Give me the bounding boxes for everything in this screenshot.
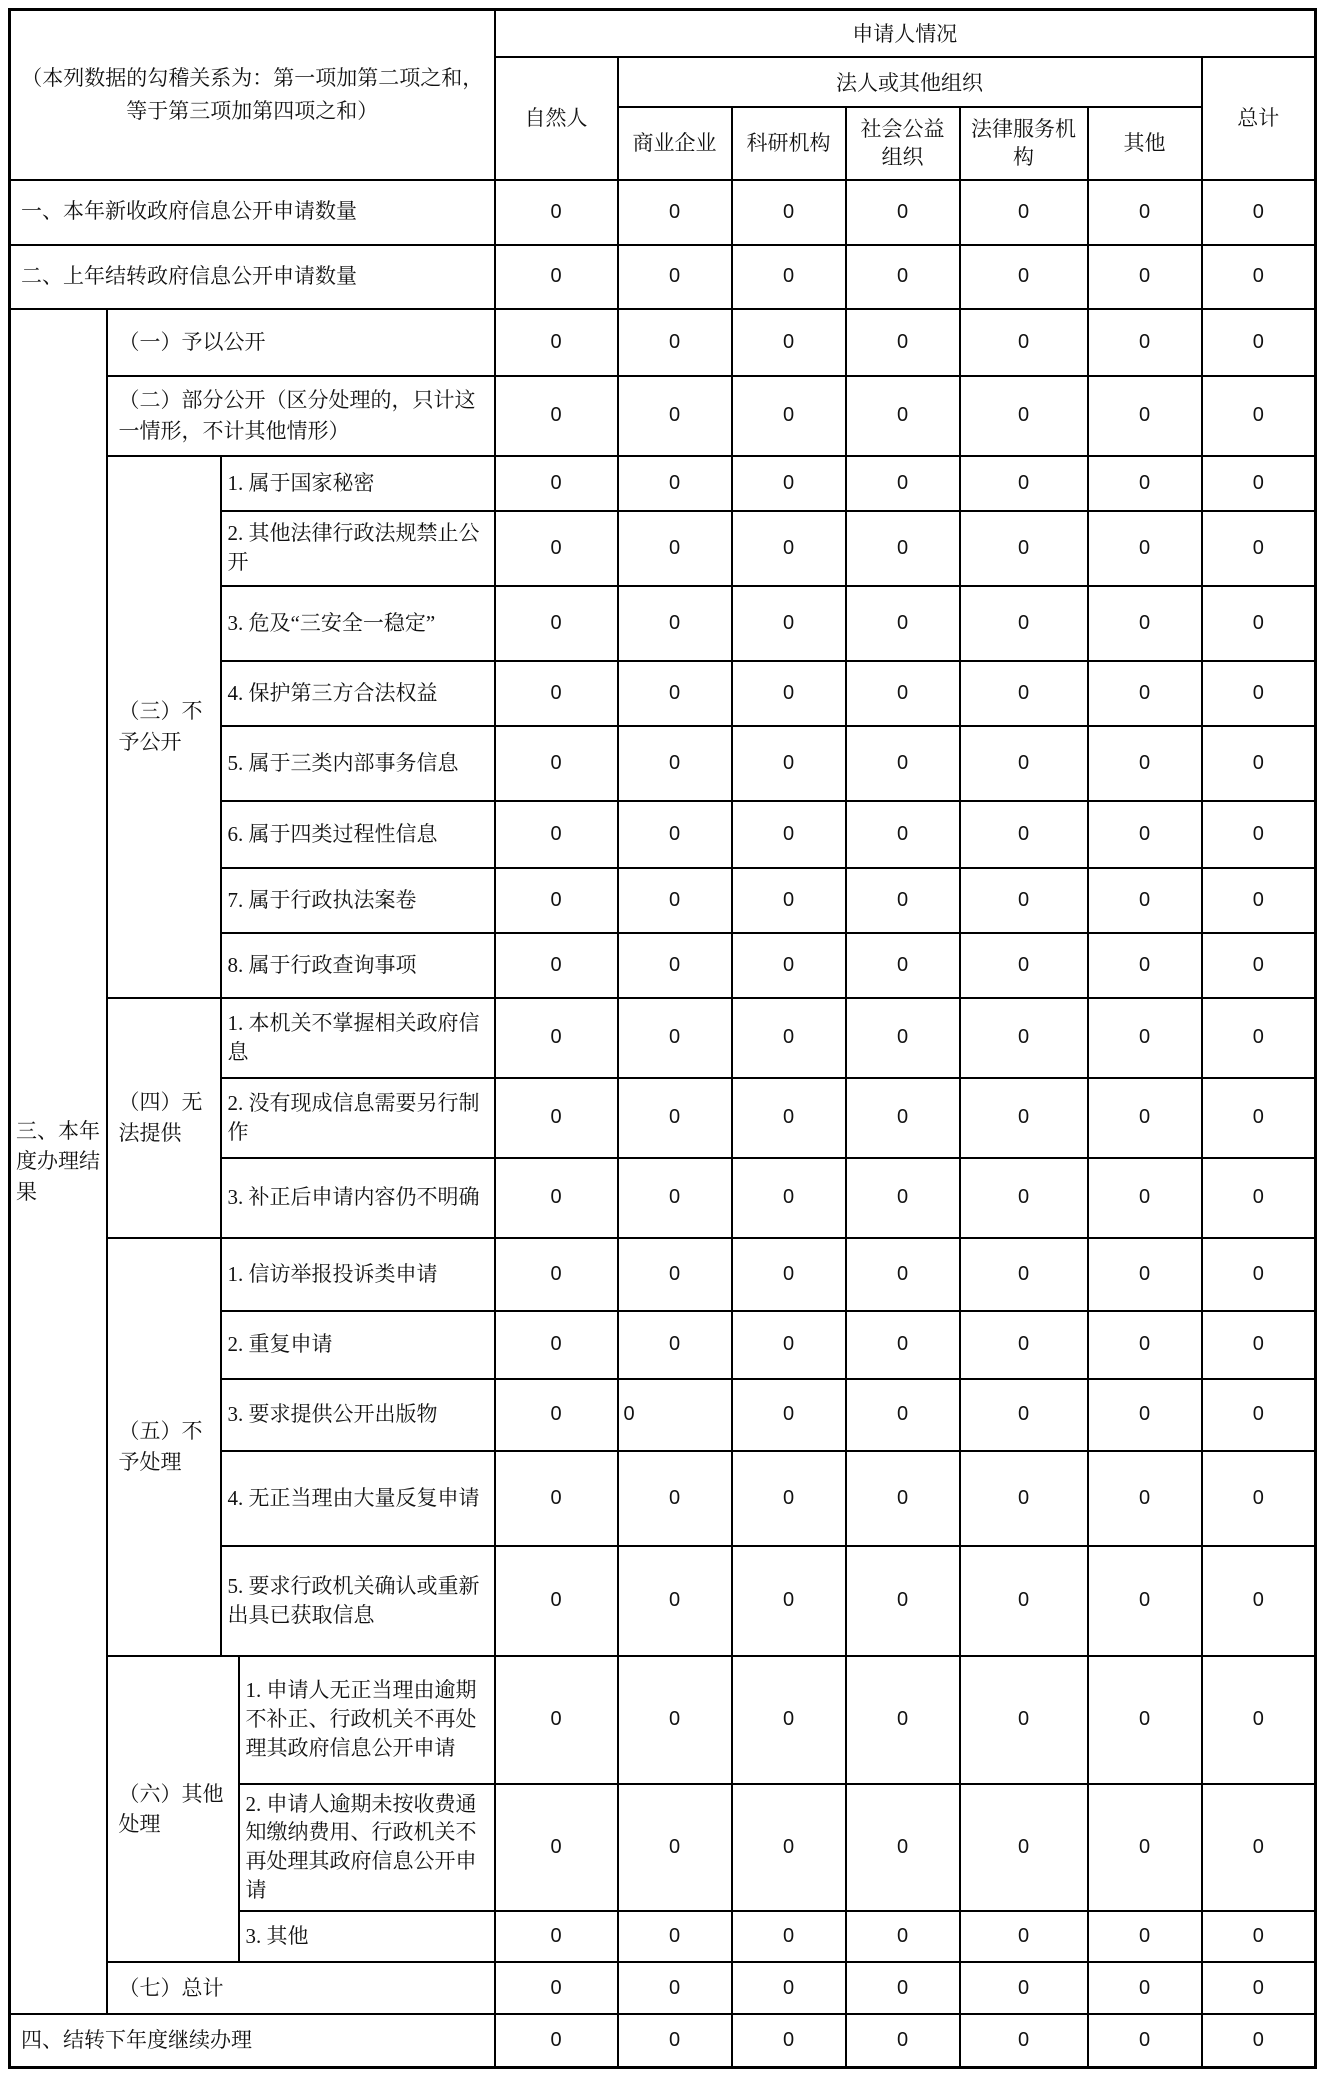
item-label: 1. 属于国家秘密 bbox=[221, 456, 495, 511]
value-cell: 0 bbox=[618, 1546, 732, 1656]
value-cell: 0 bbox=[1088, 661, 1202, 726]
item-label: 4. 无正当理由大量反复申请 bbox=[221, 1451, 495, 1546]
value-cell: 0 bbox=[732, 1784, 846, 1912]
value-cell: 0 bbox=[618, 801, 732, 868]
value-cell: 0 bbox=[618, 661, 732, 726]
value-cell: 0 bbox=[618, 1379, 732, 1451]
value-cell: 0 bbox=[846, 1311, 960, 1379]
value-cell: 0 bbox=[1088, 511, 1202, 586]
item-label: 3. 补正后申请内容仍不明确 bbox=[221, 1158, 495, 1238]
row-label: 二、上年结转政府信息公开申请数量 bbox=[10, 245, 495, 309]
value-cell: 0 bbox=[1088, 1546, 1202, 1656]
value-cell: 0 bbox=[618, 511, 732, 586]
value-cell: 0 bbox=[960, 1158, 1088, 1238]
value-cell: 0 bbox=[732, 661, 846, 726]
value-cell: 0 bbox=[960, 456, 1088, 511]
value-cell: 0 bbox=[846, 309, 960, 376]
row-label: 四、结转下年度继续办理 bbox=[10, 2014, 495, 2067]
value-cell: 0 bbox=[732, 2014, 846, 2067]
value-cell: 0 bbox=[960, 245, 1088, 309]
value-cell: 0 bbox=[618, 868, 732, 933]
value-cell: 0 bbox=[495, 1379, 618, 1451]
item-label: 2. 申请人逾期未按收费通知缴纳费用、行政机关不再处理其政府信息公开申请 bbox=[239, 1784, 495, 1912]
value-cell: 0 bbox=[846, 1962, 960, 2014]
value-cell: 0 bbox=[1202, 1962, 1316, 2014]
value-cell: 0 bbox=[960, 180, 1088, 245]
value-cell: 0 bbox=[1202, 868, 1316, 933]
value-cell: 0 bbox=[732, 1911, 846, 1962]
table-row bbox=[10, 998, 1316, 1078]
value-cell: 0 bbox=[732, 726, 846, 801]
value-cell: 0 bbox=[1088, 1911, 1202, 1962]
value-cell: 0 bbox=[846, 511, 960, 586]
table-row bbox=[10, 2014, 1316, 2067]
value-cell: 0 bbox=[1088, 801, 1202, 868]
table-row bbox=[10, 376, 1316, 456]
value-cell: 0 bbox=[618, 1784, 732, 1912]
value-cell: 0 bbox=[495, 801, 618, 868]
value-cell: 0 bbox=[732, 868, 846, 933]
value-cell: 0 bbox=[960, 1451, 1088, 1546]
value-cell: 0 bbox=[960, 1656, 1088, 1784]
value-cell: 0 bbox=[495, 1238, 618, 1311]
value-cell: 0 bbox=[1202, 801, 1316, 868]
value-cell: 0 bbox=[846, 2014, 960, 2067]
value-cell: 0 bbox=[960, 1311, 1088, 1379]
value-cell: 0 bbox=[846, 1451, 960, 1546]
value-cell: 0 bbox=[732, 180, 846, 245]
value-cell: 0 bbox=[960, 1911, 1088, 1962]
table-row bbox=[10, 456, 1316, 511]
value-cell: 0 bbox=[495, 245, 618, 309]
value-cell: 0 bbox=[1202, 1238, 1316, 1311]
value-cell: 0 bbox=[1088, 180, 1202, 245]
value-cell: 0 bbox=[495, 1962, 618, 2014]
value-cell: 0 bbox=[960, 511, 1088, 586]
value-cell: 0 bbox=[495, 998, 618, 1078]
value-cell: 0 bbox=[618, 998, 732, 1078]
value-cell: 0 bbox=[960, 2014, 1088, 2067]
value-cell: 0 bbox=[1088, 245, 1202, 309]
item-label: 7. 属于行政执法案卷 bbox=[221, 868, 495, 933]
value-cell: 0 bbox=[1088, 456, 1202, 511]
value-cell: 0 bbox=[960, 661, 1088, 726]
value-cell: 0 bbox=[495, 1078, 618, 1158]
value-cell: 0 bbox=[960, 868, 1088, 933]
value-cell: 0 bbox=[1202, 1078, 1316, 1158]
value-cell: 0 bbox=[495, 586, 618, 661]
header-legal-group: 法人或其他组织 bbox=[618, 57, 1202, 107]
value-cell: 0 bbox=[846, 1078, 960, 1158]
value-cell: 0 bbox=[846, 801, 960, 868]
value-cell: 0 bbox=[846, 245, 960, 309]
value-cell: 0 bbox=[495, 1311, 618, 1379]
value-cell: 0 bbox=[960, 998, 1088, 1078]
value-cell: 0 bbox=[846, 868, 960, 933]
value-cell: 0 bbox=[960, 1962, 1088, 2014]
header-col-public-welfare: 社会公益组织 bbox=[846, 107, 960, 180]
value-cell: 0 bbox=[1088, 586, 1202, 661]
item-label: 4. 保护第三方合法权益 bbox=[221, 661, 495, 726]
disclosure-statistics-table bbox=[8, 8, 1317, 2069]
value-cell: 0 bbox=[618, 586, 732, 661]
table-row bbox=[10, 1962, 1316, 2014]
value-cell: 0 bbox=[618, 1451, 732, 1546]
value-cell: 0 bbox=[1088, 933, 1202, 998]
header-col-legal-service: 法律服务机构 bbox=[960, 107, 1088, 180]
value-cell: 0 bbox=[495, 868, 618, 933]
value-cell: 0 bbox=[732, 1311, 846, 1379]
value-cell: 0 bbox=[1088, 1238, 1202, 1311]
value-cell: 0 bbox=[495, 726, 618, 801]
header-row-1 bbox=[10, 10, 1316, 57]
value-cell: 0 bbox=[1202, 933, 1316, 998]
table-row bbox=[10, 1656, 1316, 1784]
value-cell: 0 bbox=[1202, 1158, 1316, 1238]
item-label: 2. 其他法律行政法规禁止公开 bbox=[221, 511, 495, 586]
value-cell: 0 bbox=[732, 1962, 846, 2014]
value-cell: 0 bbox=[495, 1158, 618, 1238]
value-cell: 0 bbox=[1088, 998, 1202, 1078]
value-cell: 0 bbox=[618, 1656, 732, 1784]
value-cell: 0 bbox=[618, 456, 732, 511]
value-cell: 0 bbox=[846, 1784, 960, 1912]
value-cell: 0 bbox=[846, 376, 960, 456]
value-cell: 0 bbox=[495, 376, 618, 456]
value-cell: 0 bbox=[960, 933, 1088, 998]
value-cell: 0 bbox=[732, 309, 846, 376]
subsection-label: （七）总计 bbox=[107, 1962, 495, 2014]
value-cell: 0 bbox=[1202, 1379, 1316, 1451]
value-cell: 0 bbox=[1202, 1911, 1316, 1962]
value-cell: 0 bbox=[618, 180, 732, 245]
value-cell: 0 bbox=[846, 180, 960, 245]
value-cell: 0 bbox=[960, 1078, 1088, 1158]
table-row bbox=[10, 245, 1316, 309]
value-cell: 0 bbox=[1202, 2014, 1316, 2067]
value-cell: 0 bbox=[1202, 1546, 1316, 1656]
item-label: 3. 要求提供公开出版物 bbox=[221, 1379, 495, 1451]
value-cell: 0 bbox=[495, 180, 618, 245]
value-cell: 0 bbox=[960, 376, 1088, 456]
value-cell: 0 bbox=[960, 1379, 1088, 1451]
value-cell: 0 bbox=[618, 1311, 732, 1379]
value-cell: 0 bbox=[618, 1238, 732, 1311]
value-cell: 0 bbox=[846, 1911, 960, 1962]
value-cell: 0 bbox=[846, 1238, 960, 1311]
value-cell: 0 bbox=[846, 933, 960, 998]
subsection-label: （六）其他处理 bbox=[107, 1656, 239, 1963]
value-cell: 0 bbox=[1088, 2014, 1202, 2067]
item-label: 3. 其他 bbox=[239, 1911, 495, 1962]
value-cell: 0 bbox=[846, 586, 960, 661]
value-cell: 0 bbox=[1088, 1656, 1202, 1784]
value-cell: 0 bbox=[618, 726, 732, 801]
value-cell: 0 bbox=[495, 309, 618, 376]
value-cell: 0 bbox=[1202, 1451, 1316, 1546]
value-cell: 0 bbox=[618, 1158, 732, 1238]
item-label: 1. 申请人无正当理由逾期不补正、行政机关不再处理其政府信息公开申请 bbox=[239, 1656, 495, 1784]
value-cell: 0 bbox=[732, 1078, 846, 1158]
value-cell: 0 bbox=[846, 661, 960, 726]
value-cell: 0 bbox=[732, 511, 846, 586]
item-label: 1. 信访举报投诉类申请 bbox=[221, 1238, 495, 1311]
value-cell: 0 bbox=[732, 1451, 846, 1546]
value-cell: 0 bbox=[495, 456, 618, 511]
value-cell: 0 bbox=[732, 1158, 846, 1238]
table-body bbox=[10, 180, 1316, 2068]
value-cell: 0 bbox=[846, 1656, 960, 1784]
item-label: 2. 没有现成信息需要另行制作 bbox=[221, 1078, 495, 1158]
subsection-label: （四）无法提供 bbox=[107, 998, 221, 1238]
item-label: 5. 要求行政机关确认或重新出具已获取信息 bbox=[221, 1546, 495, 1656]
value-cell: 0 bbox=[495, 2014, 618, 2067]
value-cell: 0 bbox=[960, 309, 1088, 376]
value-cell: 0 bbox=[1088, 1379, 1202, 1451]
value-cell: 0 bbox=[732, 245, 846, 309]
subsection-label: （二）部分公开（区分处理的，只计这一情形，不计其他情形） bbox=[107, 376, 495, 456]
item-label: 3. 危及“三安全一稳定” bbox=[221, 586, 495, 661]
value-cell: 0 bbox=[1202, 180, 1316, 245]
value-cell: 0 bbox=[495, 661, 618, 726]
value-cell: 0 bbox=[1202, 245, 1316, 309]
value-cell: 0 bbox=[495, 1911, 618, 1962]
value-cell: 0 bbox=[732, 1379, 846, 1451]
value-cell: 0 bbox=[495, 1451, 618, 1546]
value-cell: 0 bbox=[618, 1911, 732, 1962]
value-cell: 0 bbox=[1202, 998, 1316, 1078]
value-cell: 0 bbox=[1088, 309, 1202, 376]
value-cell: 0 bbox=[1202, 1656, 1316, 1784]
value-cell: 0 bbox=[846, 726, 960, 801]
value-cell: 0 bbox=[846, 1379, 960, 1451]
value-cell: 0 bbox=[732, 1656, 846, 1784]
value-cell: 0 bbox=[618, 1962, 732, 2014]
value-cell: 0 bbox=[732, 998, 846, 1078]
value-cell: 0 bbox=[1202, 511, 1316, 586]
value-cell: 0 bbox=[960, 586, 1088, 661]
table-row bbox=[10, 180, 1316, 245]
header-col-natural-person: 自然人 bbox=[495, 57, 618, 180]
subsection-label: （一）予以公开 bbox=[107, 309, 495, 376]
value-cell: 0 bbox=[618, 309, 732, 376]
value-cell: 0 bbox=[732, 1238, 846, 1311]
header-col-research: 科研机构 bbox=[732, 107, 846, 180]
value-cell: 0 bbox=[1088, 726, 1202, 801]
value-cell: 0 bbox=[732, 376, 846, 456]
value-cell: 0 bbox=[1202, 456, 1316, 511]
value-cell: 0 bbox=[1088, 1962, 1202, 2014]
subsection-label: （三）不予公开 bbox=[107, 456, 221, 998]
value-cell: 0 bbox=[732, 586, 846, 661]
value-cell: 0 bbox=[1088, 1784, 1202, 1912]
value-cell: 0 bbox=[846, 1546, 960, 1656]
value-cell: 0 bbox=[960, 1784, 1088, 1912]
value-cell: 0 bbox=[495, 1784, 618, 1912]
value-cell: 0 bbox=[1088, 376, 1202, 456]
value-cell: 0 bbox=[1088, 1078, 1202, 1158]
value-cell: 0 bbox=[1088, 1311, 1202, 1379]
table-row bbox=[10, 309, 1316, 376]
item-label: 1. 本机关不掌握相关政府信息 bbox=[221, 998, 495, 1078]
header-applicant-group: 申请人情况 bbox=[495, 10, 1316, 57]
value-cell: 0 bbox=[495, 1656, 618, 1784]
table-row bbox=[10, 1238, 1316, 1311]
value-cell: 0 bbox=[846, 998, 960, 1078]
value-cell: 0 bbox=[1088, 868, 1202, 933]
value-cell: 0 bbox=[618, 2014, 732, 2067]
section-label: 三、本年度办理结果 bbox=[10, 309, 107, 2015]
value-cell: 0 bbox=[1202, 376, 1316, 456]
item-label: 6. 属于四类过程性信息 bbox=[221, 801, 495, 868]
value-cell: 0 bbox=[495, 933, 618, 998]
header-col-other: 其他 bbox=[1088, 107, 1202, 180]
item-label: 2. 重复申请 bbox=[221, 1311, 495, 1379]
value-cell: 0 bbox=[618, 1078, 732, 1158]
value-cell: 0 bbox=[1202, 1784, 1316, 1912]
value-cell: 0 bbox=[732, 1546, 846, 1656]
value-cell: 0 bbox=[846, 456, 960, 511]
header-col-total: 总计 bbox=[1202, 57, 1316, 180]
value-cell: 0 bbox=[618, 933, 732, 998]
value-cell: 0 bbox=[618, 376, 732, 456]
value-cell: 0 bbox=[1202, 661, 1316, 726]
item-label: 8. 属于行政查询事项 bbox=[221, 933, 495, 998]
value-cell: 0 bbox=[1202, 726, 1316, 801]
value-cell: 0 bbox=[960, 1546, 1088, 1656]
row-label: 一、本年新收政府信息公开申请数量 bbox=[10, 180, 495, 245]
value-cell: 0 bbox=[960, 801, 1088, 868]
value-cell: 0 bbox=[960, 726, 1088, 801]
header-col-business: 商业企业 bbox=[618, 107, 732, 180]
value-cell: 0 bbox=[1202, 309, 1316, 376]
value-cell: 0 bbox=[960, 1238, 1088, 1311]
value-cell: 0 bbox=[732, 456, 846, 511]
value-cell: 0 bbox=[1088, 1158, 1202, 1238]
value-cell: 0 bbox=[1202, 1311, 1316, 1379]
value-cell: 0 bbox=[1088, 1451, 1202, 1546]
header-note: （本列数据的勾稽关系为：第一项加第二项之和，等于第三项加第四项之和） bbox=[10, 10, 495, 180]
value-cell: 0 bbox=[846, 1158, 960, 1238]
subsection-label: （五）不予处理 bbox=[107, 1238, 221, 1656]
value-cell: 0 bbox=[495, 511, 618, 586]
value-cell: 0 bbox=[495, 1546, 618, 1656]
value-cell: 0 bbox=[618, 245, 732, 309]
item-label: 5. 属于三类内部事务信息 bbox=[221, 726, 495, 801]
value-cell: 0 bbox=[1202, 586, 1316, 661]
value-cell: 0 bbox=[732, 933, 846, 998]
value-cell: 0 bbox=[732, 801, 846, 868]
